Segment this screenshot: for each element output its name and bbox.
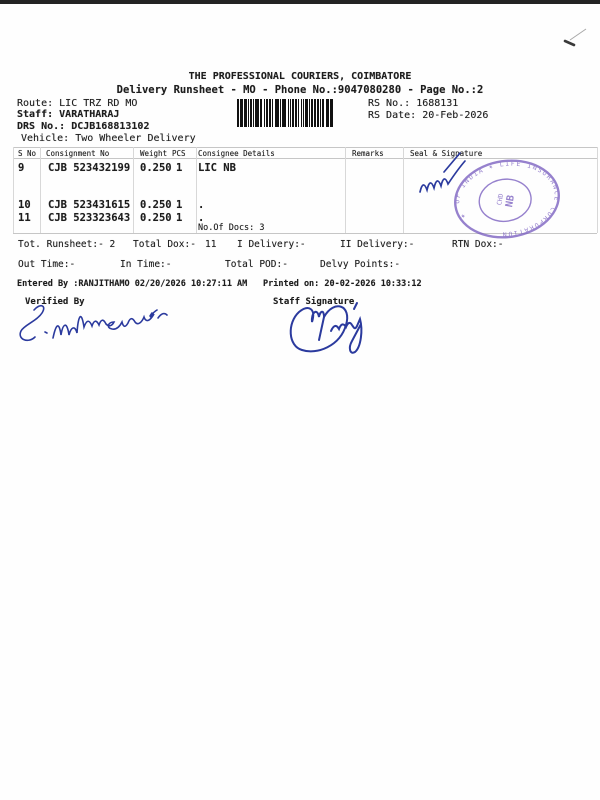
svg-text:CHD: CHD: [495, 192, 506, 206]
col-header-weight: Weight: [140, 149, 168, 158]
in-time-label: In Time:-: [120, 259, 172, 270]
cell-sno: 9: [18, 162, 25, 174]
drs-no-value: DCJB168813102: [71, 121, 150, 132]
staff-handwritten-signature: [291, 303, 362, 353]
company-title: THE PROFESSIONAL COURIERS, COIMBATORE: [188, 71, 412, 82]
tot-runsheet-label: Tot. Runsheet:-: [18, 239, 104, 250]
printed-on-line: Printed on: 20-02-2026 10:33:12: [263, 279, 422, 289]
staff-label: Staff:: [17, 109, 54, 120]
cell-weight: 0.250: [140, 212, 172, 224]
staff-signature-label: Staff Signature: [273, 297, 355, 307]
no-of-docs-note: No.Of Docs: 3: [198, 223, 265, 233]
rs-no-label: RS No.:: [368, 98, 411, 109]
cell-sno: 11: [18, 212, 31, 224]
route-label: Route:: [17, 98, 54, 109]
tot-runsheet-value: 2: [109, 239, 116, 250]
verified-by-signature: [20, 306, 167, 341]
cell-consignee: .: [198, 199, 205, 211]
cell-pcs: 1: [176, 212, 183, 224]
col-header-remarks: Remarks: [352, 149, 384, 158]
total-dox-value: 11: [205, 239, 217, 250]
cell-consignment-no: CJB 523431615: [48, 199, 131, 211]
stamp-star-left: ✶: [460, 212, 466, 221]
rtn-dox-label: RTN Dox:-: [452, 239, 504, 250]
rs-date-value: 20-Feb-2026: [422, 110, 489, 121]
route-value: LIC TRZ RD MO: [59, 98, 138, 109]
pen-mark: [565, 29, 586, 45]
cell-weight: 0.250: [140, 162, 172, 174]
vehicle-value: Two Wheeler Delivery: [75, 133, 196, 144]
col-header-consignee: Consignee Details: [198, 149, 275, 158]
stamp-ring-text: OF INDIA ✶ LIFE INSURANCE CORPORATION: [453, 159, 561, 239]
delvy-points-label: Delvy Points:-: [320, 259, 401, 270]
total-dox-label: Total Dox:-: [133, 239, 196, 250]
svg-text:NB: NB: [504, 194, 518, 209]
stamp-center-text: [495, 193, 517, 208]
vehicle-label: Vehicle:: [21, 133, 70, 144]
col-header-consignment: Consignment No: [46, 149, 110, 158]
cell-pcs: 1: [176, 162, 183, 174]
col-header-sno: S No: [18, 149, 37, 158]
rs-date-label: RS Date:: [368, 110, 417, 121]
verified-by-label: Verified By: [25, 297, 85, 307]
cell-pcs: 1: [176, 199, 183, 211]
i-delivery-label: I Delivery:-: [237, 239, 306, 250]
entered-by-line: Entered By :RANJITHAMO 02/20/2026 10:27:11 AM: [17, 279, 248, 289]
out-time-label: Out Time:-: [18, 259, 76, 270]
drs-no-label: DRS No.:: [17, 121, 66, 132]
cell-consignee: .: [198, 212, 205, 224]
staff-value: VARATHARAJ: [59, 109, 120, 120]
cell-sno: 10: [18, 199, 31, 211]
cell-weight: 0.250: [140, 199, 172, 211]
cell-consignment-no: CJB 523432199: [48, 162, 131, 174]
col-header-pcs: PCS: [172, 149, 186, 158]
cell-consignee: LIC NB: [198, 162, 236, 174]
runsheet-title: Delivery Runsheet - MO - Phone No.:9047080280 - Page No.:2: [116, 84, 484, 96]
total-pod-label: Total POD:-: [225, 259, 288, 270]
cell-consignment-no: CJB 523323643: [48, 212, 131, 224]
col-header-seal: Seal & Signature: [410, 149, 483, 158]
rs-no-value: 1688131: [416, 98, 459, 109]
ii-delivery-label: II Delivery:-: [340, 239, 415, 250]
seal-stamp: [448, 153, 566, 245]
